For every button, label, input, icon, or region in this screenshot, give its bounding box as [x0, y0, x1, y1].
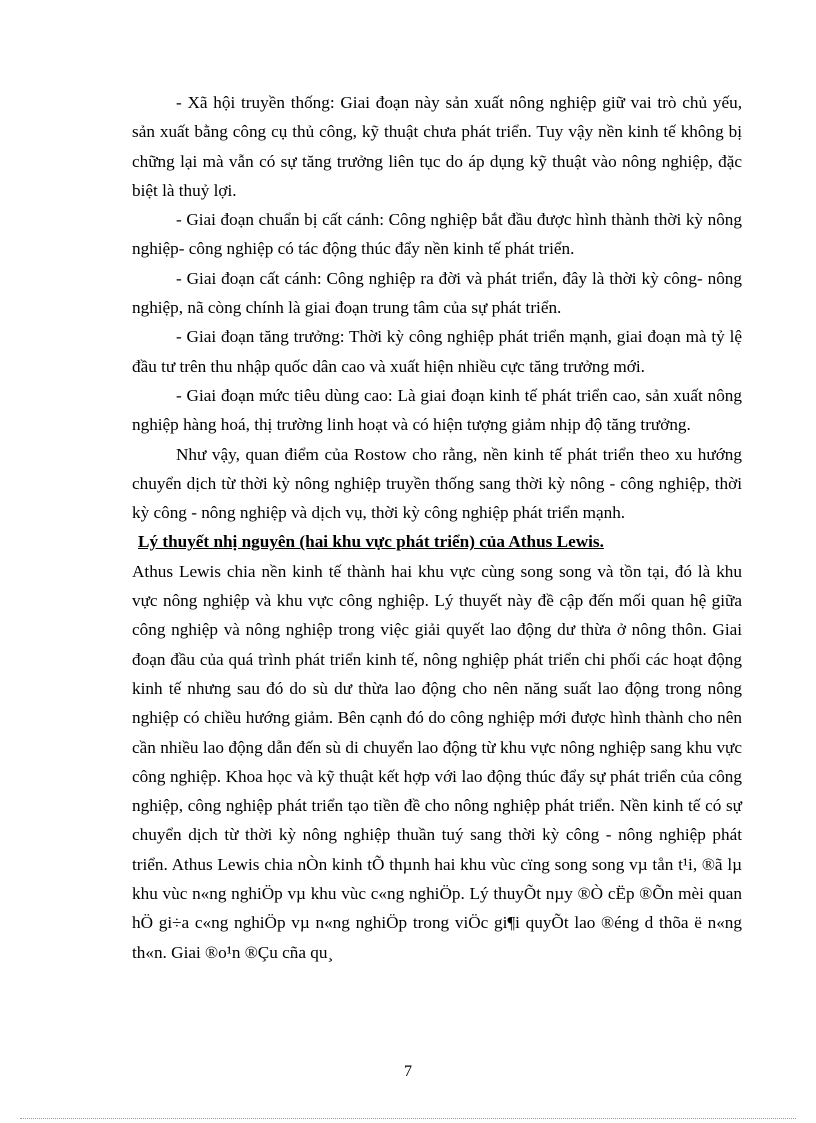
paragraph-rostow-conclusion: Như vậy, quan điểm của Rostow cho rằng, nền kinh tế phát triển theo xu hướng chuyển dịch từ thời kỳ nông nghiệp truyền thống sang thời kỳ nông - công nghiệp, thời kỳ công - nông nghiệp và dịch vụ, thời kỳ công nghiệp phát triển mạnh. [132, 444, 742, 523]
page-number: 7 [404, 1063, 412, 1080]
paragraph-takeoff: - Giai đoạn cất cánh: Công nghiệp ra đời và phát triển, đây là thời kỳ công- nông nghiệp, nã còng chính là giai đoạn trung tâm của sự phát triển. [132, 268, 742, 318]
paragraph-growth: - Giai đoạn tăng trưởng: Thời kỳ công nghiệp phát triển mạnh, giai đoạn mà tỷ lệ đầu tư trên thu nhập quốc dân cao và xuất hiện nhiều cực tăng trưởng mới. [132, 327, 742, 376]
paragraph-high-consumption: - Giai đoạn mức tiêu dùng cao: Là giai đoạn kinh tế phát triển cao, sản xuất nông nghiệp hàng hoá, thị trường linh hoạt và có hiện tượng giảm nhịp độ tăng trưởng. [132, 385, 742, 435]
paragraph-pre-takeoff: - Giai đoạn chuẩn bị cất cánh: Công nghiệp bắt đầu được hình thành thời kỳ nông nghiệp- công nghiệp có tác động thúc đẩy nền kinh tế phát triển. [132, 210, 742, 259]
body-text [132, 88, 742, 967]
paragraph-lewis-theory: Athus Lewis chia nền kinh tế thành hai khu vực cùng song song và tồn tại, đó là khu vực nông nghiệp và khu vực công nghiệp. Lý thuyết này đề cập đến mối quan hệ giữa công nghiệp và nông nghiệp trong việc giải quyết lao động dư thừa ở nông thôn. Giai đoạn đầu của quá trình phát triển kinh tế, nông nghiệp phát triển chi phối các hoạt động kinh tế nhưng sau đó do sù dư thừa lao động cho nên năng suất lao động trong nông nghiệp có chiều hướng giảm. Bên cạnh đó do công nghiệp mới được hình thành cho nên cần nhiều lao động dẫn đến sù di chuyển lao động từ khu vực nông nghiệp sang khu vực công nghiệp. Khoa học và kỹ thuật kết hợp với lao động thúc đẩy sự phát triển của công nghiệp, công nghiệp phát triển tạo tiền đề cho nông nghiệp phát triển. Nền kinh tế có sự chuyển dịch từ thời kỳ nông nghiệp thuần tuý sang thời kỳ công - nông nghiệp phát triển. Athus Lewis chia nÒn kinh tÕ thµnh hai khu vùc cïng song song vµ tån t¹i, ®ã lµ khu vùc n«ng nghiÖp vµ khu vùc c«ng nghiÖp. Lý thuyÕt nµy ®Ò cËp ®Õn mèi quan hÖ gi÷a c«ng nghiÖp vµ n«ng nghiÖp trong viÖc gi¶i quyÕt lao ®éng d thõa ë n«ng th«n. Giai ®o¹n ®Çu cña qu¸ [132, 561, 742, 962]
page-bottom-divider [20, 1118, 796, 1119]
section-heading-lewis: Lý thuyết nhị nguyên (hai khu vực phát triển) của Athus Lewis. [138, 532, 604, 552]
paragraph-traditional-society: - Xã hội truyền thống: Giai đoạn này sản xuất nông nghiệp giữ vai trò chủ yếu, sản xuất bằng công cụ thủ công, kỹ thuật chưa phát triển. Tuy vậy nền kinh tế không bị chững lại mà vẫn có sự tăng trưởng liên tục do áp dụng kỹ thuật vào nông nghiệp, đặc biệt là thuỷ lợi. [132, 93, 742, 200]
